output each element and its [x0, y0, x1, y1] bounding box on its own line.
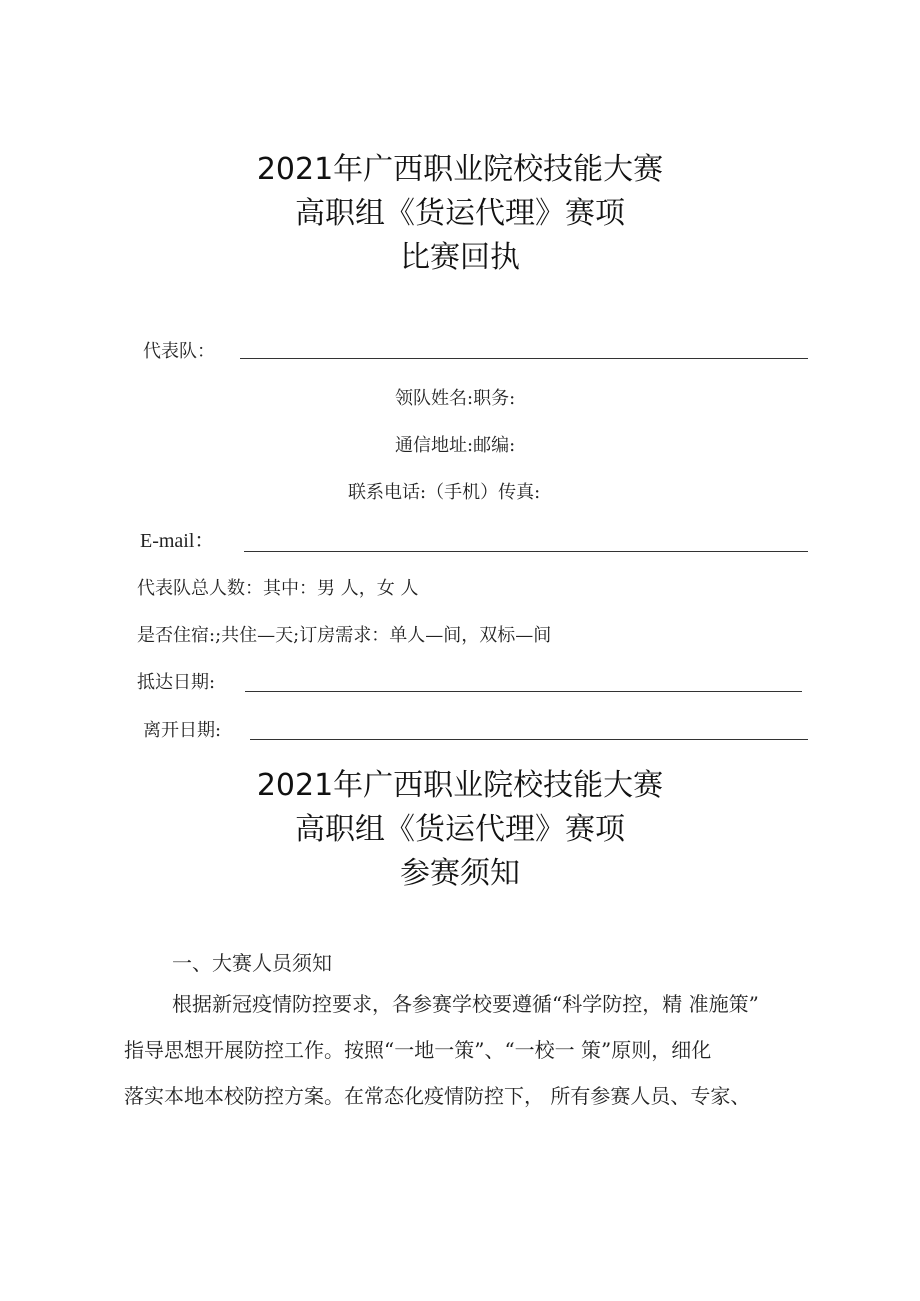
- team-field[interactable]: [240, 358, 808, 359]
- arrival-field[interactable]: [245, 691, 802, 692]
- team-label: 代表队：: [143, 341, 215, 362]
- paragraph-line-1: 根据新冠疫情防控要求，各参赛学校要遵循“科学防控，精 准施策”: [172, 992, 759, 1016]
- notice-title-line2: 高职组《货运代理》赛项: [295, 812, 625, 847]
- form-title-line2: 高职组《货运代理》赛项: [295, 196, 625, 231]
- paragraph-line-3: 落实本地本校防控方案。在常态化疫情防控下， 所有参赛人员、专家、: [124, 1084, 751, 1108]
- notice-title-line1: 2021年广西职业院校技能大赛: [256, 768, 664, 803]
- departure-label: 离开日期:: [143, 720, 222, 741]
- form-title-line1: 2021年广西职业院校技能大赛: [256, 152, 664, 187]
- departure-field[interactable]: [250, 739, 808, 740]
- phone-label: 联系电话:（手机）传真:: [348, 482, 541, 503]
- notice-title-line3: 参赛须知: [400, 856, 520, 891]
- arrival-label: 抵达日期:: [137, 672, 216, 693]
- paragraph-line-2: 指导思想开展防控工作。按照“一地一策”、“一校一 策”原则，细化: [124, 1038, 712, 1062]
- address-label: 通信地址:邮编:: [395, 435, 516, 456]
- form-title-line3: 比赛回执: [400, 240, 520, 275]
- lodging-label: 是否住宿:;共住—天;订房需求：单人—间，双标—间: [137, 625, 552, 646]
- team-count-label: 代表队总人数：其中：男 人，女 人: [137, 578, 419, 599]
- email-label: E-mail：: [140, 530, 215, 552]
- email-field[interactable]: [244, 551, 808, 552]
- section1-heading: 一、大赛人员须知: [172, 951, 332, 975]
- leader-label: 领队姓名:职务:: [395, 388, 516, 409]
